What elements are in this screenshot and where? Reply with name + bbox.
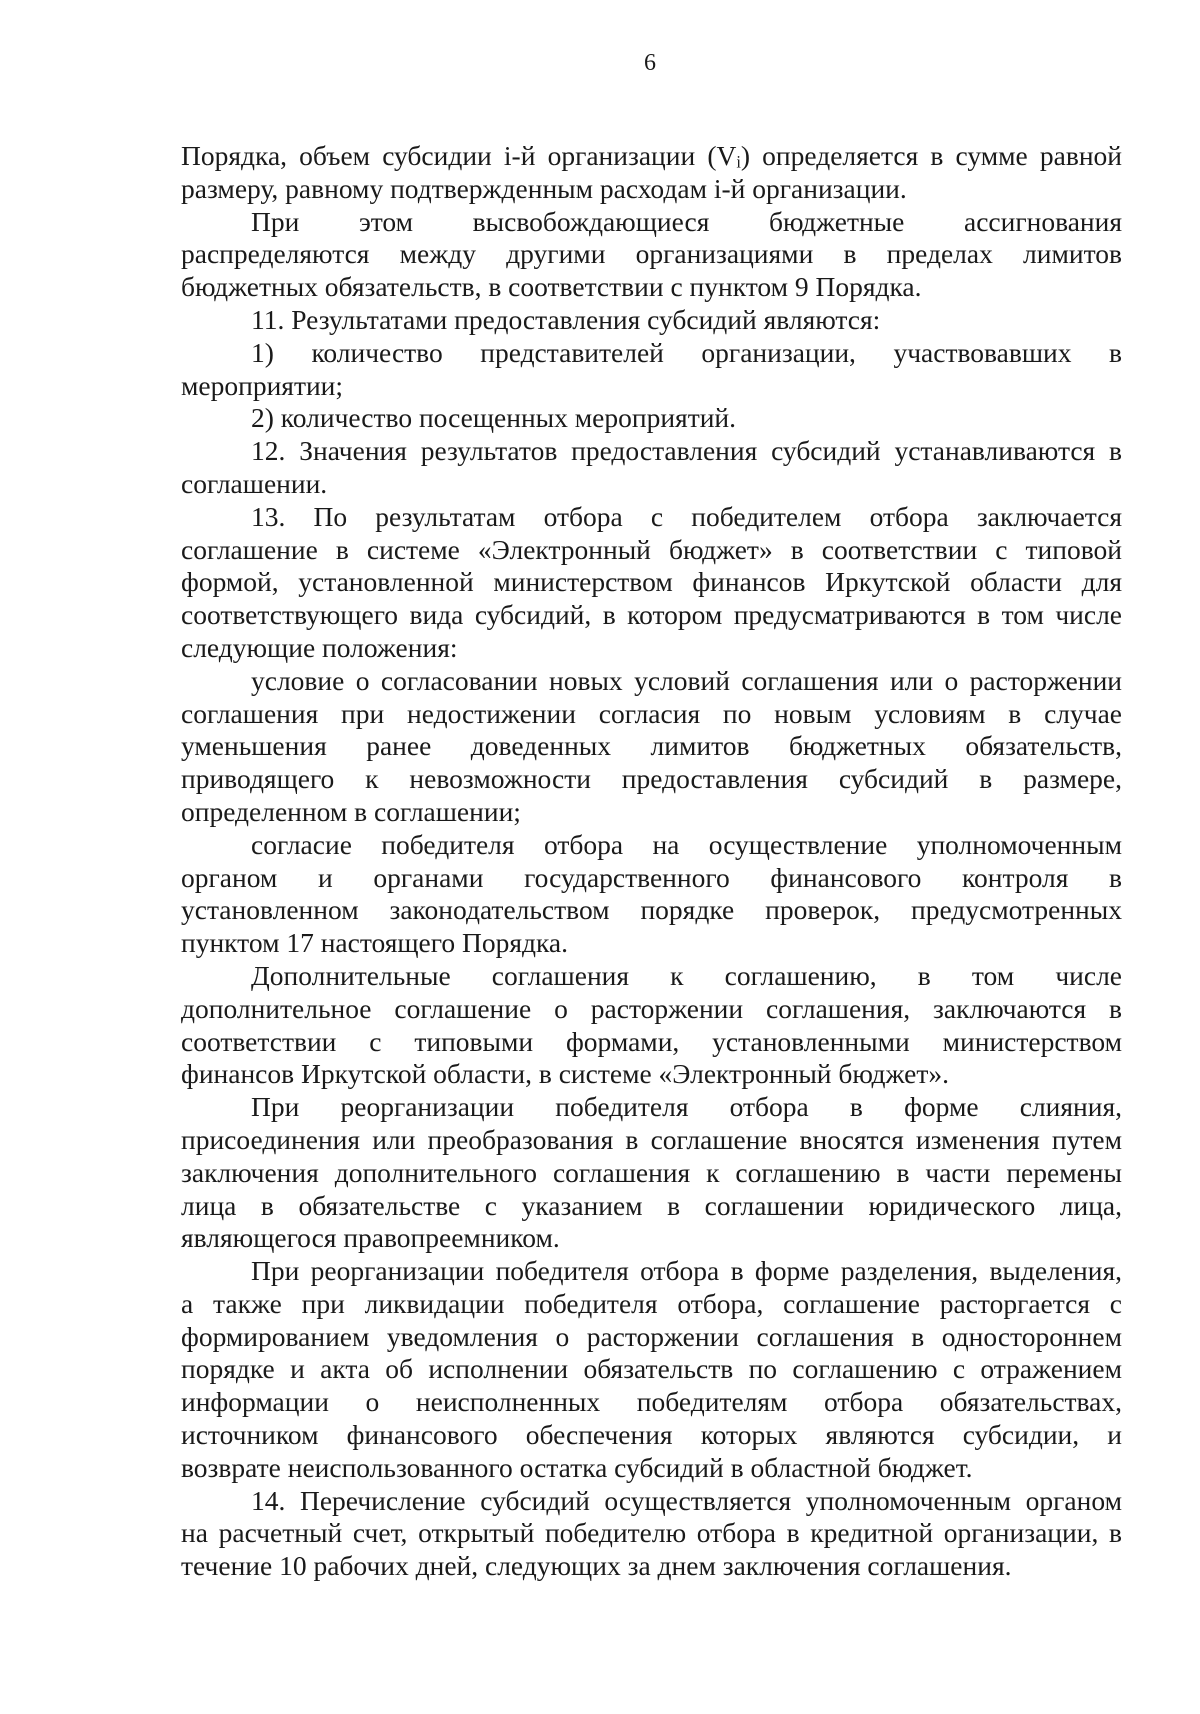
text-line: заключения дополнительного соглашения к соглашению в части перемены xyxy=(181,1156,1122,1188)
text-line: соглашении. xyxy=(181,467,328,499)
text-line: установленном законодательством порядке проверок, предусмотренных xyxy=(181,894,1122,926)
text-line: возврате неиспользованного остатка субсидий в областной бюджет. xyxy=(181,1451,973,1483)
text-line: условие о согласовании новых условий соглашения или о расторжении xyxy=(251,664,1122,696)
text-line: пунктом 17 настоящего Порядка. xyxy=(181,927,569,959)
text-line: уменьшения ранее доведенных лимитов бюджетных обязательств, xyxy=(181,730,1122,762)
text-line: размеру, равному подтвержденным расходам i-й организации. xyxy=(181,172,907,204)
text-line: приводящего к невозможности предоставления субсидий в размере, xyxy=(181,763,1122,795)
text-line: При этом высвобождающиеся бюджетные ассигнования xyxy=(251,205,1122,237)
text-line: финансов Иркутской области, в системе «Электронный бюджет». xyxy=(181,1058,949,1090)
text-line: согласие победителя отбора на осуществление уполномоченным xyxy=(251,828,1122,860)
text-line: являющегося правопреемником. xyxy=(181,1222,560,1254)
text-line: мероприятии; xyxy=(181,369,344,401)
text-line: При реорганизации победителя отбора в форме разделения, выделения, xyxy=(251,1255,1122,1287)
text-line: на расчетный счет, открытый победителю отбора в кредитной организации, в xyxy=(181,1517,1122,1549)
text-line: а также при ликвидации победителя отбора, соглашение расторгается с xyxy=(181,1287,1122,1319)
text-line: порядке и акта об исполнении обязательств по соглашению с отражением xyxy=(181,1353,1122,1385)
text-line: источником финансового обеспечения которых являются субсидии, и xyxy=(181,1419,1122,1451)
document-body xyxy=(181,140,1122,1583)
text-line: 13. По результатам отбора с победителем отбора заключается xyxy=(251,500,1122,532)
text-line: соглашение в системе «Электронный бюджет» в соответствии с типовой xyxy=(181,533,1122,565)
text-line: течение 10 рабочих дней, следующих за днем заключения соглашения. xyxy=(181,1550,1012,1582)
page-number: 6 xyxy=(644,50,656,76)
text-line: 12. Значения результатов предоставления субсидий устанавливаются в xyxy=(251,435,1122,467)
text-line: Порядка, объем субсидии i-й организации (Vᵢ) определяется в сумме равной xyxy=(181,140,1122,171)
text-line: бюджетных обязательств, в соответствии с пунктом 9 Порядка. xyxy=(181,271,922,303)
text-line: распределяются между другими организациями в пределах лимитов xyxy=(181,238,1122,270)
text-line: формированием уведомления о расторжении соглашения в одностороннем xyxy=(181,1320,1122,1352)
text-line: 1) количество представителей организации, участвовавших в xyxy=(251,336,1122,368)
text-line: соответствующего вида субсидий, в котором предусматриваются в том числе xyxy=(181,599,1122,631)
text-line: определенном в соглашении; xyxy=(181,795,521,827)
text-line: следующие положения: xyxy=(181,631,458,663)
text-line: 2) количество посещенных мероприятий. xyxy=(251,402,737,434)
text-line: лица в обязательстве с указанием в соглашении юридического лица, xyxy=(181,1189,1122,1221)
text-line: При реорганизации победителя отбора в форме слияния, xyxy=(251,1091,1122,1123)
text-line: 11. Результатами предоставления субсидий являются: xyxy=(251,303,881,335)
text-line: информации о неисполненных победителям отбора обязательствах, xyxy=(181,1386,1122,1418)
text-line: соглашения при недостижении согласия по новым условиям в случае xyxy=(181,697,1122,729)
text-line: 14. Перечисление субсидий осуществляется уполномоченным органом xyxy=(251,1484,1122,1516)
text-line: соответствии с типовыми формами, установленными министерством xyxy=(181,1025,1122,1057)
text-line: Дополнительные соглашения к соглашению, в том числе xyxy=(251,959,1122,991)
text-line: присоединения или преобразования в соглашение вносятся изменения путем xyxy=(181,1123,1122,1155)
text-line: органом и органами государственного финансового контроля в xyxy=(181,861,1122,893)
text-line: дополнительное соглашение о расторжении соглашения, заключаются в xyxy=(181,992,1122,1024)
text-line: формой, установленной министерством финансов Иркутской области для xyxy=(181,566,1122,598)
